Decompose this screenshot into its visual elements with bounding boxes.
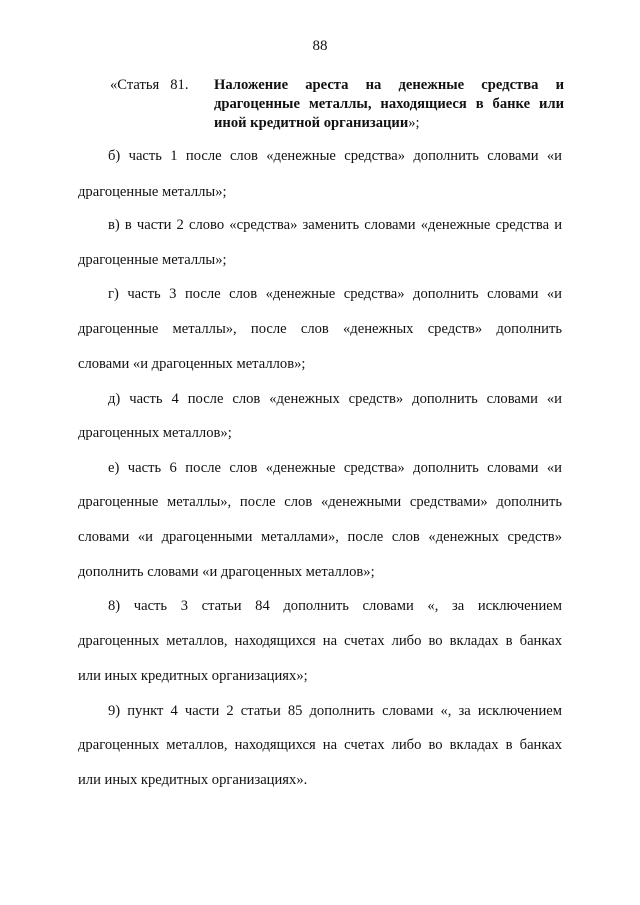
- paragraph-9-line-2: драгоценных металлов, находящихся на счетах либо во вкладах в банках: [78, 737, 562, 753]
- heading-line-1: [110, 76, 564, 95]
- heading-bold-line-2: драгоценные металлы, находящиеся в банке или: [214, 96, 564, 112]
- paragraph-d-line-2: драгоценных металлов»;: [78, 425, 232, 441]
- heading-bold-line-3: иной кредитной организации: [214, 115, 409, 131]
- paragraph-8-line-1: 8) часть 3 статьи 84 дополнить словами «, за исключением: [108, 598, 562, 614]
- paragraph-v-line-1: в) в части 2 слово «средства» заменить словами «денежные средства и: [108, 217, 562, 233]
- heading-line-3-tail: »;: [408, 115, 420, 131]
- paragraph-9-line-1: 9) пункт 4 части 2 статьи 85 дополнить словами «, за исключением: [108, 703, 562, 719]
- paragraph-d-line-1: д) часть 4 после слов «денежных средств» дополнить словами «и: [108, 391, 562, 407]
- heading-line-2: [110, 95, 564, 114]
- heading-lead: [110, 76, 214, 95]
- heading-line-3: [110, 114, 564, 133]
- paragraph-g-line-2: драгоценные металлы», после слов «денежных средств» дополнить: [78, 321, 562, 337]
- paragraph-b-line-1: б) часть 1 после слов «денежные средства» дополнить словами «и: [108, 148, 562, 164]
- heading-bold-line-1: Наложение ареста на денежные средства и: [214, 77, 564, 93]
- paragraph-e-line-1: е) часть 6 после слов «денежные средства» дополнить словами «и: [108, 460, 562, 476]
- paragraph-8-line-2: драгоценных металлов, находящихся на счетах либо во вкладах в банках: [78, 633, 562, 649]
- paragraph-9-line-3: или иных кредитных организациях».: [78, 772, 308, 788]
- paragraph-e-line-4: дополнить словами «и драгоценных металлов»;: [78, 564, 375, 580]
- heading-lead-word: «Статья: [110, 77, 160, 93]
- paragraph-8-line-3: или иных кредитных организациях»;: [78, 668, 308, 684]
- paragraph-e-line-2: драгоценные металлы», после слов «денежными средствами» дополнить: [78, 494, 562, 510]
- page-number: 88: [312, 38, 328, 54]
- paragraph-g-line-3: словами «и драгоценных металлов»;: [78, 356, 306, 372]
- paragraph-v-line-2: драгоценные металлы»;: [78, 252, 227, 268]
- paragraph-e-line-3: словами «и драгоценными металлами», после слов «денежных средств»: [78, 529, 562, 545]
- paragraph-g-line-1: г) часть 3 после слов «денежные средства» дополнить словами «и: [108, 286, 562, 302]
- paragraph-b-line-2: драгоценные металлы»;: [78, 184, 227, 200]
- heading-lead-number: 81.: [170, 77, 189, 93]
- article-heading: [110, 76, 564, 133]
